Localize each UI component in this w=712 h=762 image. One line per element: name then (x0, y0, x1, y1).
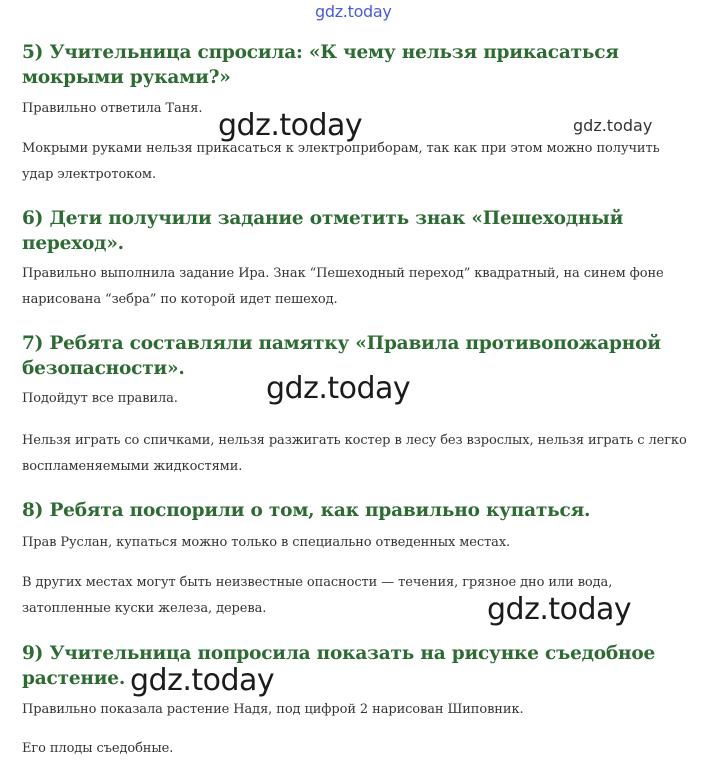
section-5-paragraph-1: Правильно ответила Таня. (22, 101, 203, 116)
section-5-heading: 5) Учительница спросила: «К чему нельзя прикасаться мокрыми руками?» (22, 42, 619, 88)
section-8-paragraph-2: В других местах могут быть неизвестные опасности — течения, грязное дно или вода, затопленные куски железа, дерева. (22, 575, 613, 616)
section-6-heading: 6) Дети получили задание отметить знак «Пешеходный переход». (22, 208, 624, 254)
section-6-paragraph-1: Правильно выполнила задание Ира. Знак “Пешеходный переход” квадратный, на синем фоне нарисована “зебра” по которой идет пешеход. (22, 266, 664, 307)
section-9-paragraph-2: Его плоды съедобные. (22, 741, 174, 756)
section-5-paragraph-2: Мокрыми руками нельзя прикасаться к электроприборам, так как при этом можно получить удар электротоком. (22, 141, 660, 182)
section-7-paragraph-2: Нельзя играть со спичками, нельзя разжигать костер в лесу без взрослых, нельзя играть с легко воспламеняемыми жидкостями. (22, 433, 687, 474)
section-7-paragraph-1: Подойдут все правила. (22, 391, 178, 406)
section-9-paragraph-1: Правильно показала растение Надя, под цифрой 2 нарисован Шиповник. (22, 702, 524, 717)
section-7-heading: 7) Ребята составляли памятку «Правила противопожарной безопасности». (22, 333, 661, 379)
watermark-overlay: gdz.today (487, 592, 632, 627)
section-8-heading: 8) Ребята поспорили о том, как правильно купаться. (22, 500, 591, 521)
section-9-heading: 9) Учительница попросила показать на рисунке съедобное растение. (22, 643, 656, 689)
watermark-overlay: gdz.today (573, 116, 653, 135)
watermark-top: gdz.today (315, 2, 392, 21)
watermark-overlay: gdz.today (218, 108, 363, 143)
section-8-paragraph-1: Прав Руслан, купаться можно только в специально отведенных местах. (22, 535, 511, 550)
watermark-overlay: gdz.today (266, 371, 411, 406)
watermark-overlay: gdz.today (130, 663, 275, 698)
